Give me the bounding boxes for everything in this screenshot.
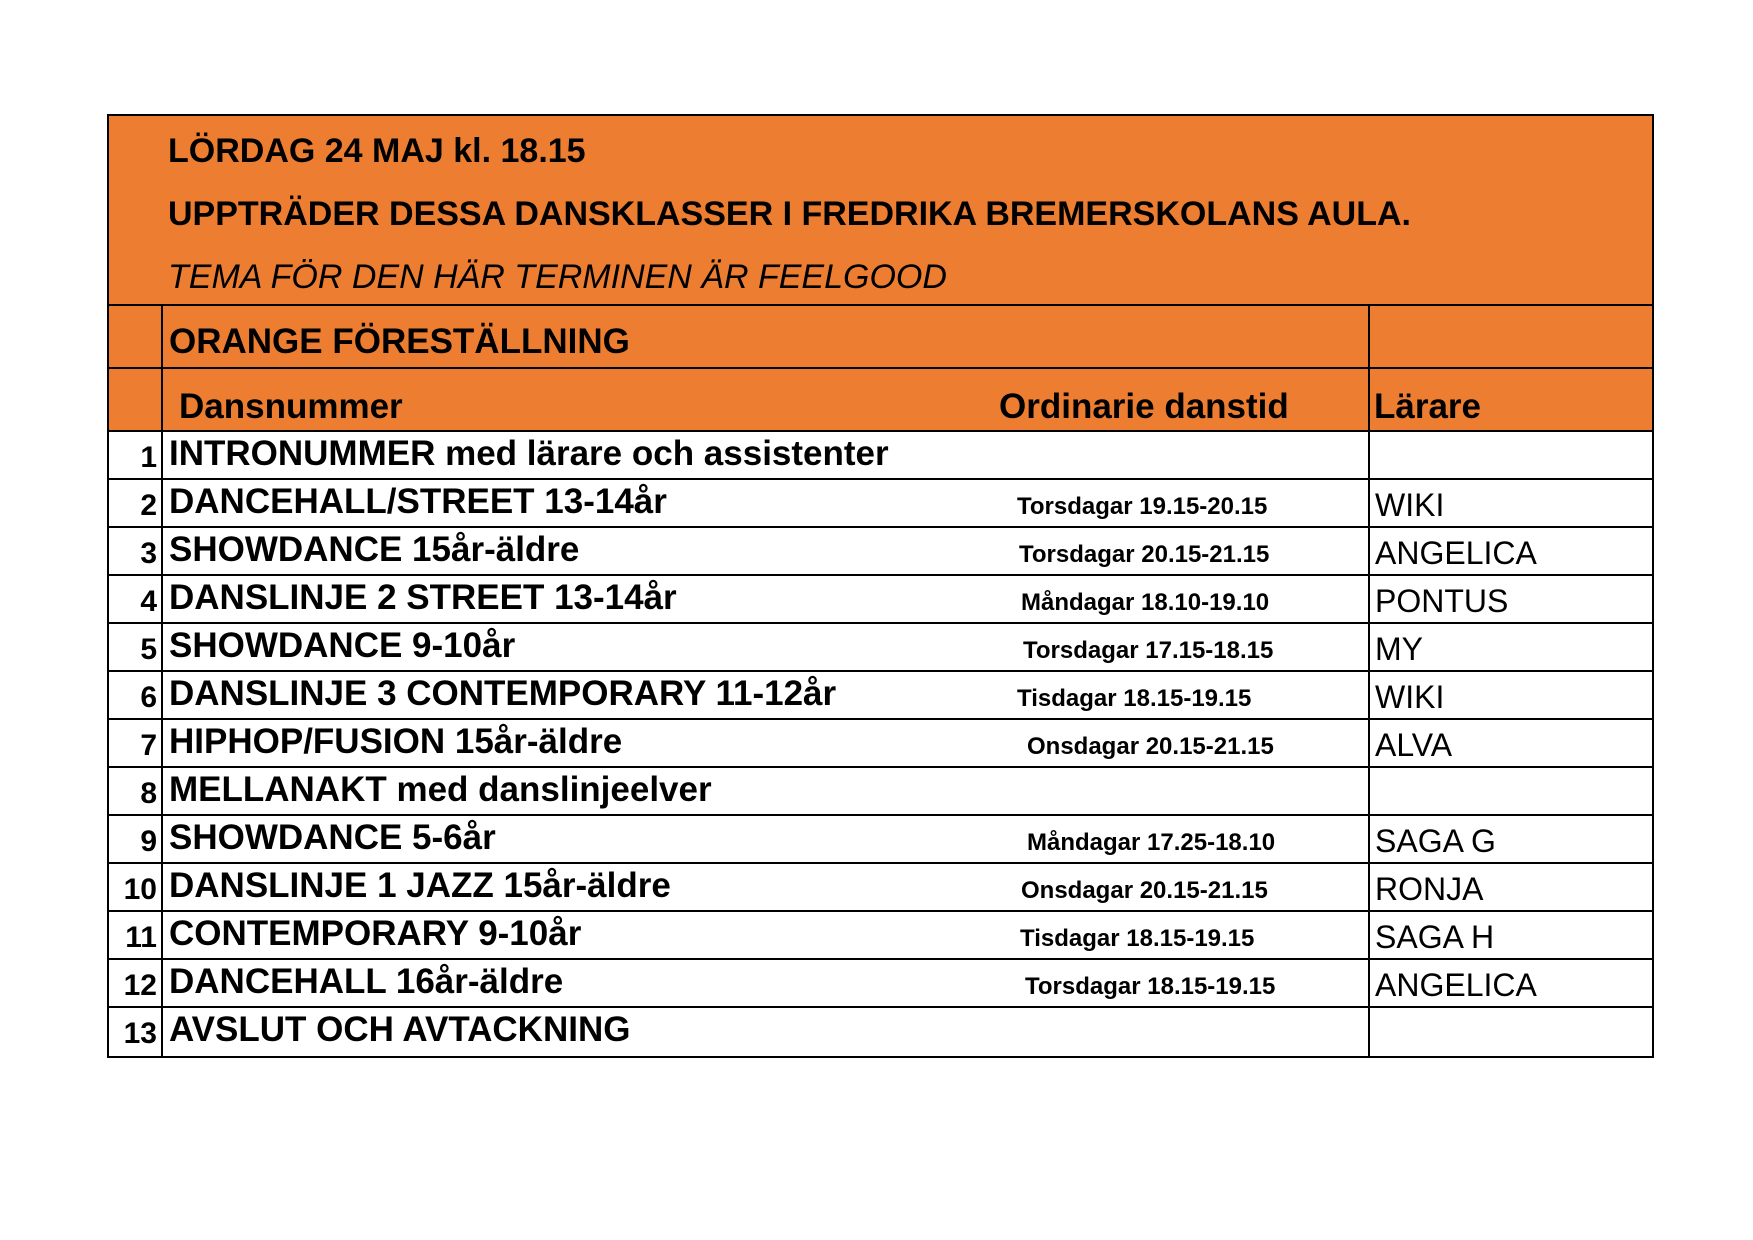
- row-number: 8: [140, 777, 157, 810]
- dance-name: CONTEMPORARY 9-10år: [169, 914, 582, 953]
- table-row: [109, 624, 1652, 672]
- row-number: 7: [140, 729, 157, 762]
- row-number: 3: [140, 537, 157, 570]
- dance-name: DANSLINJE 1 JAZZ 15år-äldre: [169, 866, 671, 905]
- teacher-name: ANGELICA: [1375, 967, 1537, 1003]
- row-number: 6: [140, 681, 157, 714]
- dance-time: Tisdagar 18.15-19.15: [1017, 685, 1252, 712]
- dance-time: Onsdagar 20.15-21.15: [1027, 733, 1274, 760]
- dance-name: AVSLUT OCH AVTACKNING: [169, 1010, 631, 1049]
- teacher-name: ALVA: [1375, 727, 1453, 763]
- dance-time: Måndagar 17.25-18.10: [1027, 829, 1276, 856]
- row-number: 1: [140, 441, 157, 474]
- column-header-row: [109, 369, 1652, 432]
- table-row: [109, 816, 1652, 864]
- teacher-name: MY: [1375, 631, 1423, 667]
- row-number: 2: [140, 489, 157, 522]
- row-number: 9: [140, 825, 157, 858]
- show-title: ORANGE FÖRESTÄLLNING: [169, 322, 630, 361]
- dance-time: Torsdagar 18.15-19.15: [1025, 973, 1276, 1000]
- column-header-larare: Lärare: [1374, 387, 1482, 426]
- column-header-danstid: Ordinarie danstid: [999, 387, 1289, 426]
- show-title-cell: [163, 306, 1370, 367]
- table-row: [109, 720, 1652, 768]
- program-table: [107, 114, 1654, 1058]
- row-number: 12: [123, 969, 157, 1002]
- dance-name: SHOWDANCE 5-6år: [169, 818, 496, 857]
- table-row: [109, 1008, 1652, 1056]
- teacher-name: RONJA: [1375, 871, 1484, 907]
- row-number: 10: [123, 873, 157, 906]
- table-row: [109, 528, 1652, 576]
- show-title-teacher-cell: [1370, 306, 1652, 367]
- row-number: 11: [125, 921, 157, 954]
- teacher-name: ANGELICA: [1375, 535, 1537, 571]
- dance-name: HIPHOP/FUSION 15år-äldre: [169, 722, 623, 761]
- dance-name: SHOWDANCE 15år-äldre: [169, 530, 580, 569]
- row-number: 5: [140, 633, 157, 666]
- table-row: [109, 864, 1652, 912]
- event-theme: TEMA FÖR DEN HÄR TERMINEN ÄR FEELGOOD: [168, 258, 947, 296]
- row-number: 4: [140, 585, 157, 618]
- dance-name: SHOWDANCE 9-10år: [169, 626, 516, 665]
- event-venue: UPPTRÄDER DESSA DANSKLASSER I FREDRIKA BREMERSKOLANS AULA.: [168, 195, 1411, 233]
- dance-time: Måndagar 18.10-19.10: [1021, 589, 1270, 616]
- teacher-name: WIKI: [1375, 487, 1445, 523]
- show-title-num-cell: [109, 306, 163, 367]
- table-row: [109, 576, 1652, 624]
- dance-name: INTRONUMMER med lärare och assistenter: [169, 434, 889, 473]
- table-row: [109, 672, 1652, 720]
- program-rows: [109, 432, 1652, 1056]
- table-row: [109, 768, 1652, 816]
- event-date: LÖRDAG 24 MAJ kl. 18.15: [168, 132, 586, 170]
- table-row: [109, 432, 1652, 480]
- teacher-name: SAGA G: [1375, 823, 1496, 859]
- show-title-row: [109, 306, 1652, 369]
- event-banner: [109, 116, 1652, 306]
- column-header-dansnummer: Dansnummer: [179, 387, 403, 426]
- dance-name: DANCEHALL 16år-äldre: [169, 962, 564, 1001]
- dance-name: MELLANAKT med danslinjeelver: [169, 770, 712, 809]
- header-teacher-cell: [1370, 369, 1652, 430]
- table-row: [109, 912, 1652, 960]
- dance-time: Tisdagar 18.15-19.15: [1020, 925, 1255, 952]
- teacher-name: SAGA H: [1375, 919, 1495, 955]
- header-num-cell: [109, 369, 163, 430]
- row-number: 13: [123, 1017, 157, 1050]
- header-name-cell: [163, 369, 1370, 430]
- table-row: [109, 480, 1652, 528]
- teacher-name: WIKI: [1375, 679, 1445, 715]
- dance-time: Torsdagar 17.15-18.15: [1023, 637, 1274, 664]
- dance-time: Torsdagar 19.15-20.15: [1017, 493, 1268, 520]
- dance-name: DANSLINJE 2 STREET 13-14år: [169, 578, 677, 617]
- dance-time: Onsdagar 20.15-21.15: [1021, 877, 1268, 904]
- teacher-name: PONTUS: [1375, 583, 1509, 619]
- dance-name: DANSLINJE 3 CONTEMPORARY 11-12år: [169, 674, 837, 713]
- dance-name: DANCEHALL/STREET 13-14år: [169, 482, 667, 521]
- dance-time: Torsdagar 20.15-21.15: [1019, 541, 1270, 568]
- table-row: [109, 960, 1652, 1008]
